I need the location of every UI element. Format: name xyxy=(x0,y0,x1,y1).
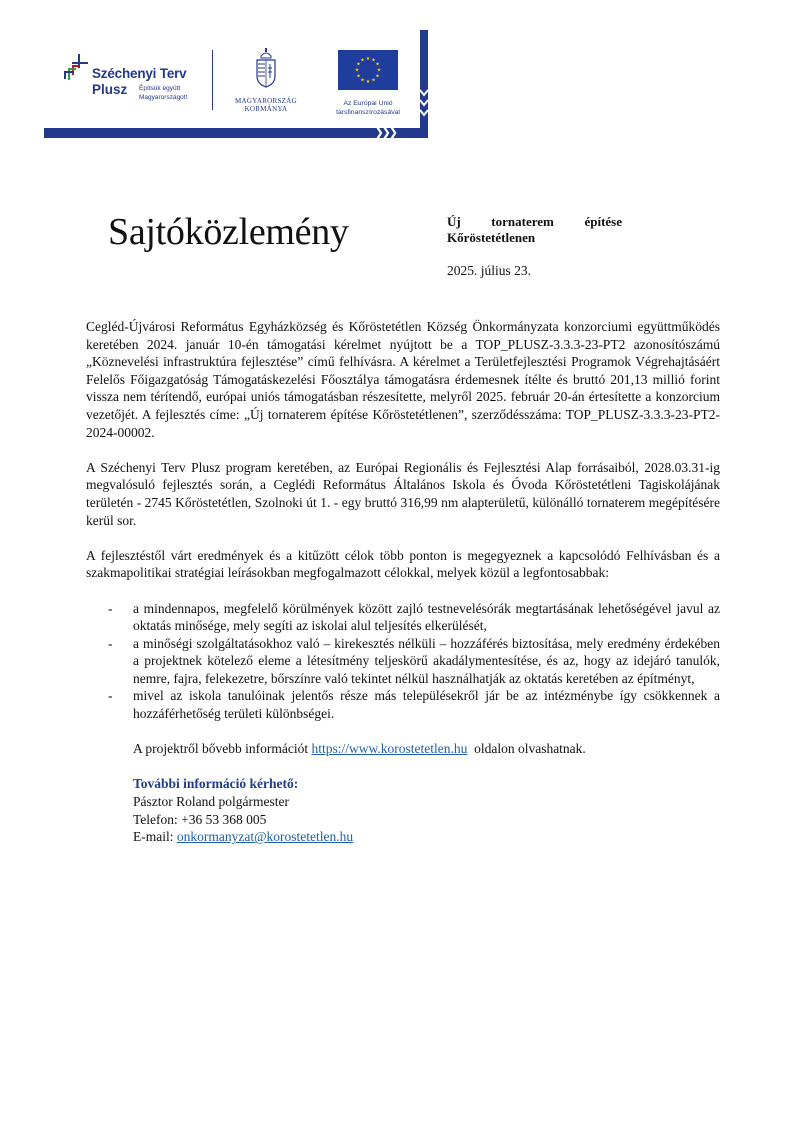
szechenyi-terv-plusz-logo xyxy=(64,54,199,110)
paragraph-goals-intro: A fejlesztéstől várt eredmények és a kitűzött célok több ponton is megegyeznek a kapcsolódó Felhívásban és a szakmapolitikai stratégiai leírásokban megfogalmazott célokkal, melyek közül a legfontosabbak: xyxy=(86,547,720,581)
more-info-line xyxy=(133,740,720,758)
eu-line-2: társfinanszírozásával xyxy=(336,109,400,116)
eu-flag-icon xyxy=(338,50,398,90)
contact-email-line xyxy=(133,828,720,846)
svg-text:★: ★ xyxy=(365,56,371,62)
government-text xyxy=(230,97,302,113)
slogan-line-2: Magyarországot! xyxy=(139,94,188,101)
paragraph-development: A Széchenyi Terv Plusz program keretében, az Európai Regionális és Fejlesztési Alap forrásaiból, 2028.03.31-ig megvalósuló fejlesztés során, a Ceglédi Református Általános Iskola és Óvoda Kőröstetétleni Tagiskolájának területén - 2745 Kőröstetétlen, Szolnoki út 1. - egy bruttó 316,99 nm alapterületű, különálló tornaterem megépítésére kerül sor. xyxy=(86,459,720,528)
svg-text:★: ★ xyxy=(376,67,382,74)
website-link[interactable]: https://www.korostetetlen.hu xyxy=(311,741,468,757)
project-heading-line-2: Kőröstetétlenen xyxy=(447,230,536,245)
gov-line-1: MAGYARORSZÁG xyxy=(235,97,297,105)
svg-text:★: ★ xyxy=(360,57,365,64)
chevrons-down-icon xyxy=(416,86,432,122)
contact-block xyxy=(133,775,720,845)
paragraph-grant-award: Cegléd-Újvárosi Református Egyházközség és Kőröstetétlen Község Önkormányzata konzorciumi együttműködés keretében 2024. január 10-én támogatási kérelmet nyújtott be a TOP_PLUSZ-3.3.3-23-PT2 azonosítószámú „Köznevelési infrastruktúra fejlesztése” című felhívásra. A kérelmet a Területfejlesztési Programok Végrehajtásáért Felelős Főigazgatóság Támogatáskezelési Főosztálya támogatásra érdemesnek ítélte és bruttó 201,13 millió forint vissza nem térítendő, európai uniós támogatásban részesítette, melyről 2025. február 20-án értesítette a konzorcium vezetőjét. A fejlesztés címe: „Új tornaterem építése Kőröstetétlenen”, szerződésszáma: TOP_PLUSZ-3.3.3-23-PT2-2024-00002. xyxy=(86,319,720,440)
project-heading xyxy=(447,214,622,246)
eu-line-1: Az Európai Unió xyxy=(343,100,393,107)
project-heading-line-1: Új tornaterem építése xyxy=(447,214,622,229)
eu-text xyxy=(322,99,414,117)
szechenyi-title: Széchenyi Terv xyxy=(92,66,187,81)
list-item xyxy=(86,600,720,635)
szechenyi-cross-icon xyxy=(64,54,88,82)
contact-phone-line xyxy=(133,811,720,829)
dash-bullet: - xyxy=(108,600,113,616)
contact-name: Pásztor Roland polgármester xyxy=(133,794,289,810)
page-title: Sajtóközlemény xyxy=(108,211,349,253)
svg-text:★: ★ xyxy=(365,79,371,85)
svg-text:★: ★ xyxy=(375,73,380,80)
email-link[interactable]: onkormanyzat@korostetetlen.hu xyxy=(176,829,354,845)
list-item xyxy=(86,687,720,722)
dash-bullet: - xyxy=(108,635,113,651)
eu-cofinancing-logo xyxy=(322,50,414,114)
chevrons-right-icon: ❯❯❯ xyxy=(374,125,396,139)
hungarian-government-logo xyxy=(230,48,302,114)
list-item xyxy=(86,635,720,688)
contact-heading: További információ kérhető: xyxy=(133,776,299,792)
funding-banner xyxy=(44,30,428,140)
email-label: E-mail: xyxy=(133,829,177,845)
press-release-body xyxy=(86,318,720,846)
more-info-prefix: A projektről bővebb információt xyxy=(133,741,312,757)
svg-text:★: ★ xyxy=(356,73,361,80)
phone-number: +36 53 368 005 xyxy=(181,811,267,827)
coat-of-arms-icon xyxy=(253,48,279,88)
banner-divider xyxy=(212,50,213,110)
list-item-text: mivel az iskola tanulóinak jelentős része más településekről jár be az intézménybe így csökkennek a hozzáférhetőség területi különbségei. xyxy=(133,688,720,722)
goals-list xyxy=(86,600,720,723)
svg-text:★: ★ xyxy=(356,61,361,68)
list-item-text: a minőségi szolgáltatásokhoz való – kirekesztés nélküli – hozzáférés biztosítása, mely eredmény érdekében a projektnek kötelező eleme a létesítmény teljeskörű akadálymentesítése, és az, hogy az idejáró tanulók, nemre, fajra, felekezetre, bőrszínre való tekintet nélkül használhatják az oktatás keretében az építményt, xyxy=(133,635,720,686)
svg-text:★: ★ xyxy=(371,57,376,64)
release-date: 2025. július 23. xyxy=(447,263,532,278)
more-info-suffix: oldalon olvashatnak. xyxy=(467,741,586,757)
slogan-line-1: Építsük együtt xyxy=(139,85,181,92)
banner-bottom-bar xyxy=(44,128,428,138)
svg-text:★: ★ xyxy=(375,61,380,68)
gov-line-2: KORMÁNYA xyxy=(244,105,288,113)
svg-text:★: ★ xyxy=(354,67,360,74)
szechenyi-plus: Plusz xyxy=(92,82,128,97)
list-item-text: a mindennapos, megfelelő körülmények között zajló testnevelésórák megtartásának lehetőségével javul az oktatás minősége, mely segíti az iskolai alul teljesítés elkerülését, xyxy=(133,600,720,634)
szechenyi-slogan xyxy=(139,84,187,102)
svg-text:★: ★ xyxy=(360,77,365,84)
dash-bullet: - xyxy=(108,688,113,704)
svg-text:★: ★ xyxy=(371,77,376,84)
phone-label: Telefon: xyxy=(133,811,182,827)
